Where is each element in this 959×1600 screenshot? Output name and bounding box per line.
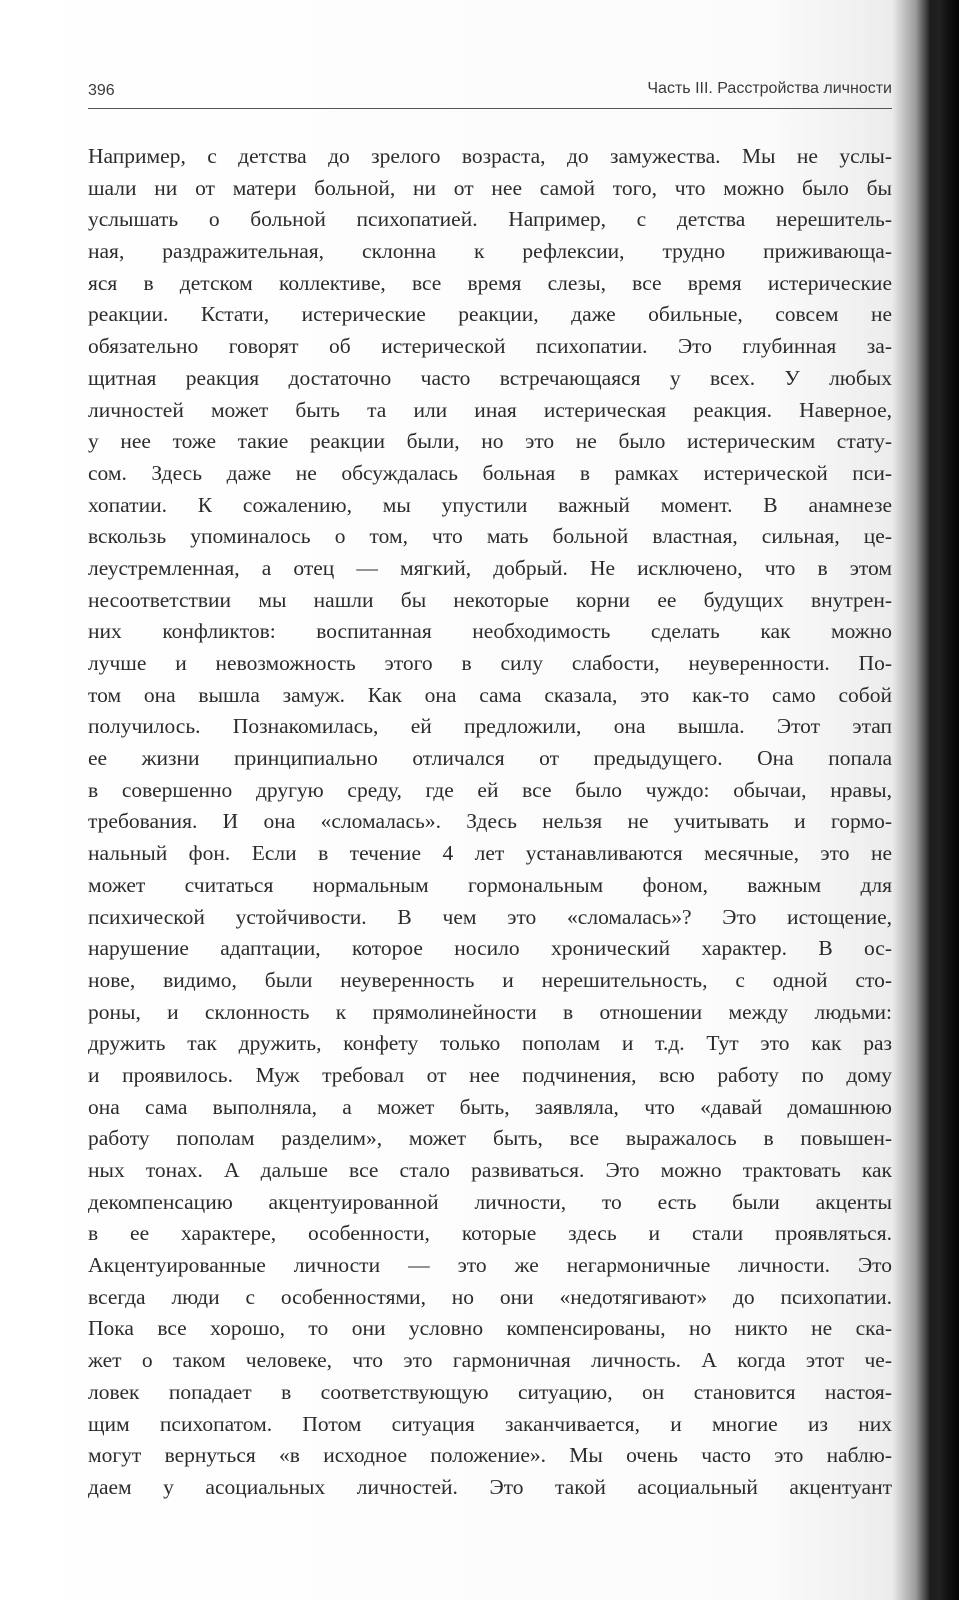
text-line: нарушение адаптации, которое носило хронический характер. В ос- [88, 936, 892, 961]
text-line: Пока все хорошо, то они условно компенсированы, но никто не ска- [88, 1316, 892, 1341]
text-line: несоответствии мы нашли бы некоторые корни ее будущих внутрен- [88, 587, 892, 612]
text-line: у нее тоже такие реакции были, но это не было истерическим стату- [88, 429, 892, 454]
text-line: получилось. Познакомилась, ей предложили, она вышла. Этот этап [88, 714, 892, 739]
text-line: сом. Здесь даже не обсуждалась больная в рамках истерической пси- [88, 460, 892, 485]
text-line: даем у асоциальных личностей. Это такой асоциальный акцентуант [88, 1474, 892, 1499]
text-line: щитная реакция достаточно часто встречающаяся у всех. У любых [88, 365, 892, 390]
text-line: дружить так дружить, конфету только пополам и т.д. Тут это как раз [88, 1031, 892, 1056]
text-line: в ее характере, особенности, которые здесь и стали проявляться. [88, 1221, 892, 1246]
page-binding-shadow [931, 0, 959, 1600]
text-line: них конфликтов: воспитанная необходимость сделать как можно [88, 619, 892, 644]
text-line: Акцентуированные личности — это же негармоничные личности. Это [88, 1253, 892, 1278]
text-line: щим психопатом. Потом ситуация заканчивается, и многие из них [88, 1411, 892, 1436]
text-line: вскользь упоминалось о том, что мать больной властная, сильная, це- [88, 524, 892, 549]
text-line: она сама выполняла, а может быть, заявляла, что «давай домашнюю [88, 1094, 892, 1119]
text-line: Например, с детства до зрелого возраста, до замужества. Мы не услы- [88, 144, 892, 168]
chapter-title: Часть III. Расстройства личности [647, 80, 892, 97]
text-line: леустремленная, а отец — мягкий, добрый. Не исключено, что в этом [88, 555, 892, 580]
text-line: жет о таком человеке, что это гармоничная личность. А когда этот че- [88, 1348, 892, 1373]
text-line: психической устойчивости. В чем это «сломалась»? Это истощение, [88, 904, 892, 929]
text-line: лучше и невозможность этого в силу слабости, неуверенности. По- [88, 651, 892, 675]
text-line: нальный фон. Если в течение 4 лет устанавливаются месячные, это не [88, 841, 892, 866]
text-line: нове, видимо, были неуверенность и нерешительность, с одной сто- [88, 967, 892, 992]
text-line: работу пополам разделим», может быть, все выражалось в повышен- [88, 1126, 892, 1151]
text-line: роны, и склонность к прямолинейности в отношении между людьми: [88, 999, 892, 1024]
text-line: хопатии. К сожалению, мы упустили важный момент. В анамнезе [88, 492, 892, 517]
text-line: могут вернуться «в исходное положение». Мы очень часто это наблю- [88, 1443, 892, 1468]
text-line: личностей может быть та или иная истерическая реакция. Наверное, [88, 397, 892, 422]
text-line: шали ни от матери больной, ни от нее самой того, что можно было бы [88, 175, 892, 200]
text-line: и проявилось. Муж требовал от нее подчинения, всю работу по дому [88, 1062, 892, 1087]
body-text [88, 141, 892, 1504]
text-line: в совершенно другую среду, где ей все было чуждо: обычаи, нравы, [88, 777, 892, 802]
text-line: ная, раздражительная, склонна к рефлексии, трудно приживающа- [88, 239, 892, 264]
text-line: может считаться нормальным гормональным фоном, важным для [88, 872, 892, 897]
header-rule [88, 108, 892, 109]
text-line: ловек попадает в соответствующую ситуацию, он становится настоя- [88, 1379, 892, 1404]
text-line: декомпенсацию акцентуированной личности, то есть были акценты [88, 1189, 892, 1214]
running-header [88, 78, 892, 108]
text-line: ее жизни принципиально отличался от предыдущего. Она попала [88, 746, 892, 771]
text-line: обязательно говорят об истерической психопатии. Это глубинная за- [88, 334, 892, 359]
page-number: 396 [88, 82, 115, 99]
text-line: всегда люди с особенностями, но они «недотягивают» до психопатии. [88, 1284, 892, 1309]
text-line: реакции. Кстати, истерические реакции, даже обильные, совсем не [88, 302, 892, 327]
text-line: услышать о больной психопатией. Например, с детства нерешитель- [88, 207, 892, 232]
text-line: яся в детском коллективе, все время слезы, все время истерические [88, 270, 892, 295]
text-line: требования. И она «сломалась». Здесь нельзя не учитывать и гормо- [88, 809, 892, 834]
text-line: том она вышла замуж. Как она сама сказала, это как-то само собой [88, 682, 892, 707]
text-line: ных тонах. А дальше все стало развиваться. Это можно трактовать как [88, 1158, 892, 1182]
